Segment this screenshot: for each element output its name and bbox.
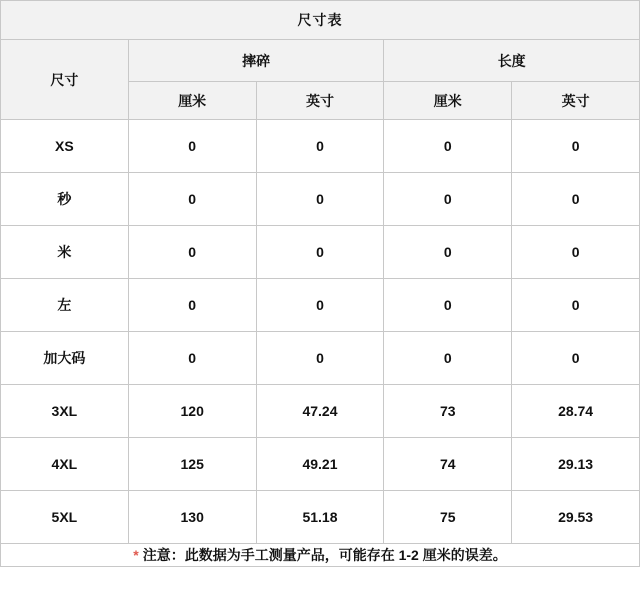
table-row — [1, 491, 640, 544]
cell-chest-inch: 0 — [256, 226, 384, 279]
table-row — [1, 226, 640, 279]
note-asterisk: * — [133, 547, 139, 563]
cell-length-cm: 0 — [384, 279, 512, 332]
table-row — [1, 385, 640, 438]
cell-length-inch: 28.74 — [512, 385, 640, 438]
size-column-header: 尺寸 — [1, 40, 129, 120]
cell-length-inch: 0 — [512, 332, 640, 385]
row-size-label: 3XL — [1, 385, 129, 438]
cell-chest-cm: 0 — [128, 279, 256, 332]
cell-chest-inch: 0 — [256, 120, 384, 173]
unit-header-length-inch: 英寸 — [512, 82, 640, 120]
cell-chest-cm: 0 — [128, 226, 256, 279]
unit-header-chest-inch: 英寸 — [256, 82, 384, 120]
cell-length-inch: 29.53 — [512, 491, 640, 544]
unit-header-length-cm: 厘米 — [384, 82, 512, 120]
table-row — [1, 332, 640, 385]
table-row — [1, 438, 640, 491]
cell-chest-inch: 47.24 — [256, 385, 384, 438]
title-row — [1, 1, 640, 40]
row-size-label: 4XL — [1, 438, 129, 491]
cell-length-inch: 0 — [512, 173, 640, 226]
cell-length-inch: 0 — [512, 279, 640, 332]
table-row — [1, 120, 640, 173]
cell-chest-inch: 0 — [256, 332, 384, 385]
cell-length-cm: 0 — [384, 120, 512, 173]
cell-length-cm: 75 — [384, 491, 512, 544]
cell-chest-inch: 49.21 — [256, 438, 384, 491]
group-header-row — [1, 40, 640, 82]
cell-chest-inch: 0 — [256, 173, 384, 226]
measurement-note — [1, 544, 640, 567]
cell-length-inch: 0 — [512, 120, 640, 173]
cell-chest-cm: 120 — [128, 385, 256, 438]
table-row — [1, 173, 640, 226]
cell-chest-cm: 125 — [128, 438, 256, 491]
chart-title: 尺寸表 — [1, 1, 640, 40]
cell-chest-cm: 130 — [128, 491, 256, 544]
cell-chest-cm: 0 — [128, 173, 256, 226]
cell-length-inch: 0 — [512, 226, 640, 279]
group-header-length: 长度 — [384, 40, 640, 82]
row-size-label: 米 — [1, 226, 129, 279]
cell-length-cm: 73 — [384, 385, 512, 438]
row-size-label: 加大码 — [1, 332, 129, 385]
group-header-chest: 摔碎 — [128, 40, 384, 82]
cell-length-inch: 29.13 — [512, 438, 640, 491]
cell-chest-cm: 0 — [128, 120, 256, 173]
cell-length-cm: 0 — [384, 226, 512, 279]
cell-length-cm: 74 — [384, 438, 512, 491]
cell-length-cm: 0 — [384, 332, 512, 385]
row-size-label: 秒 — [1, 173, 129, 226]
row-size-label: XS — [1, 120, 129, 173]
cell-chest-inch: 51.18 — [256, 491, 384, 544]
note-row — [1, 544, 640, 567]
cell-chest-cm: 0 — [128, 332, 256, 385]
row-size-label: 5XL — [1, 491, 129, 544]
table-row — [1, 279, 640, 332]
unit-header-chest-cm: 厘米 — [128, 82, 256, 120]
cell-chest-inch: 0 — [256, 279, 384, 332]
row-size-label: 左 — [1, 279, 129, 332]
note-text: 注意：此数据为手工测量产品，可能存在 1-2 厘米的误差。 — [142, 547, 507, 563]
cell-length-cm: 0 — [384, 173, 512, 226]
